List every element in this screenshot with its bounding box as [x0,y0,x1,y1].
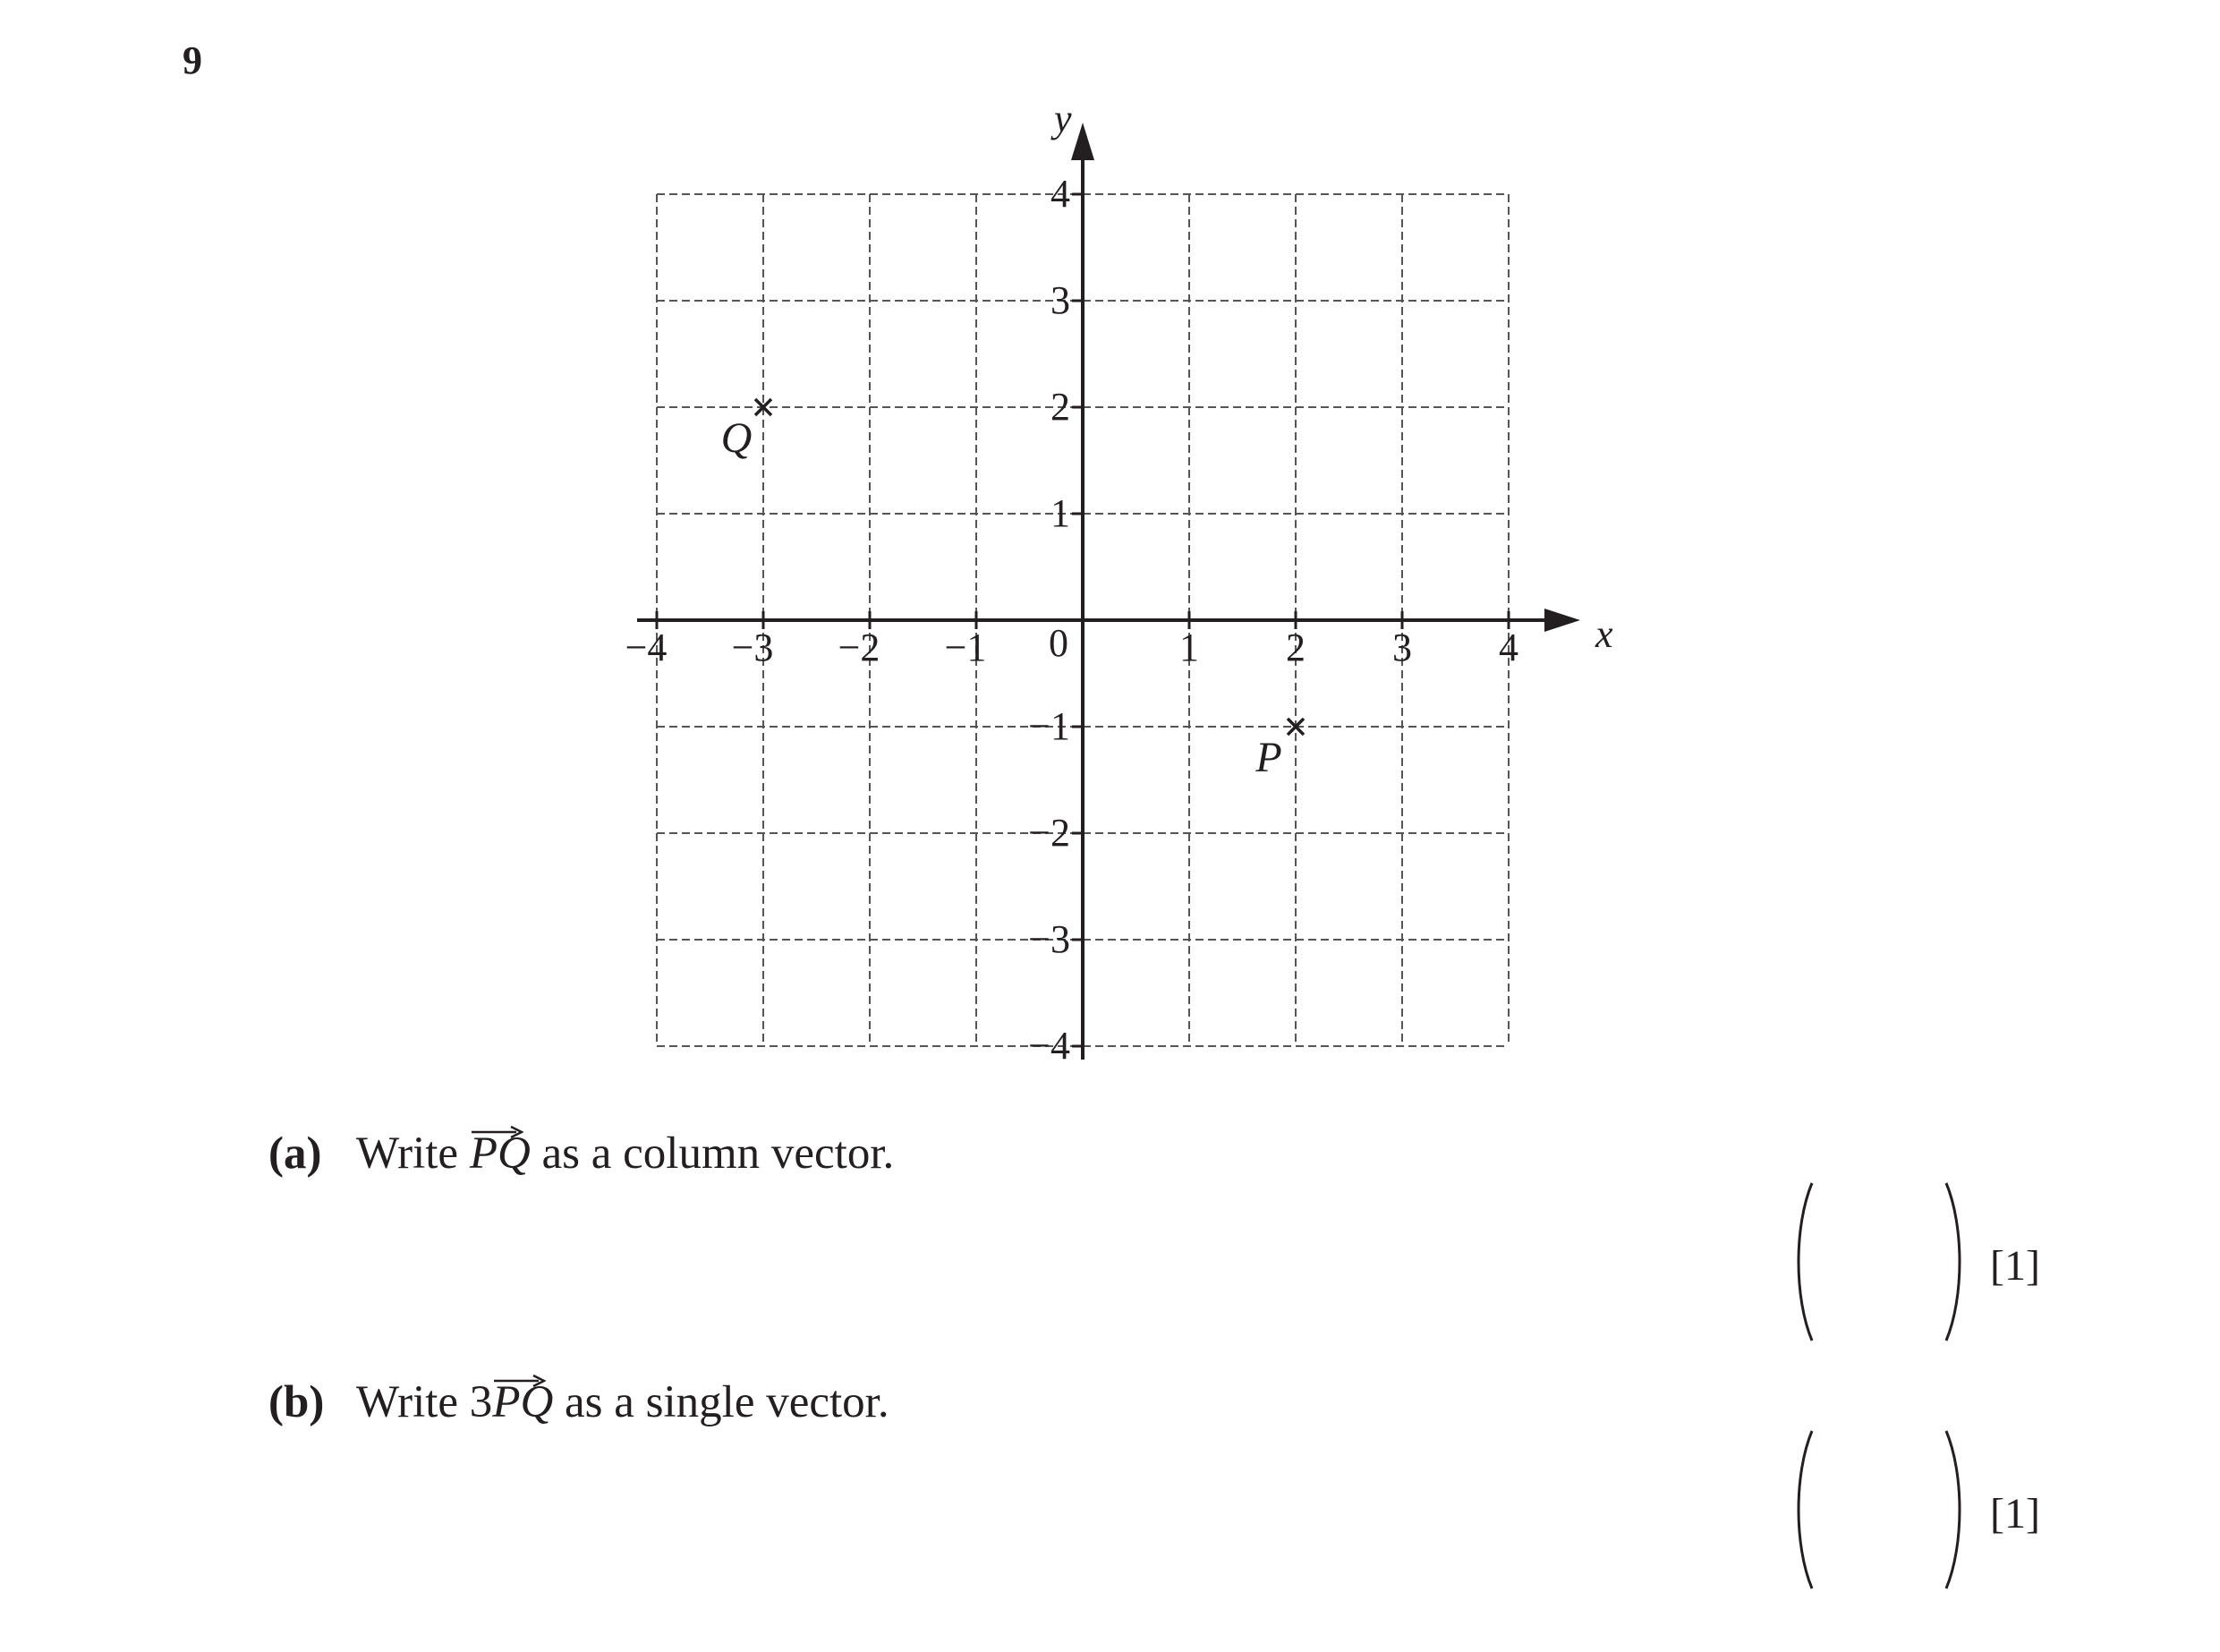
y-tick-label: −4 [1028,1024,1070,1068]
y-tick-label: −3 [1028,917,1070,961]
answer-bracket-a[interactable] [1794,1181,1973,1342]
x-tick-label: −3 [731,626,774,669]
left-parenthesis-icon [1799,1183,1812,1341]
part-b-text-before: Write 3 [356,1377,493,1427]
x-tick-label: 3 [1392,626,1412,669]
vector-pq: PQ [470,1131,531,1177]
part-b-question [268,1377,889,1427]
x-tick-label: 4 [1499,626,1518,669]
right-parenthesis-icon [1946,1431,1960,1588]
origin-label: 0 [1049,621,1068,665]
part-a-text-before: Write [356,1128,459,1179]
left-parenthesis-icon [1799,1431,1812,1588]
x-tick-label: 2 [1286,626,1306,669]
vector-arrow-icon [492,1375,546,1387]
x-tick-label: −2 [838,626,880,669]
point-label: P [1255,734,1282,781]
x-tick-label: 1 [1179,626,1199,669]
point-label: Q [720,414,753,462]
part-b-label: (b) [268,1377,325,1427]
part-a-marks: [1] [1990,1242,2040,1290]
y-tick-label: 2 [1050,385,1070,429]
part-a-text-after: as a column vector. [541,1128,895,1179]
y-tick-label: −1 [1028,704,1070,748]
answer-bracket-b[interactable] [1794,1429,1973,1590]
part-b-text-after: as a single vector. [565,1377,889,1427]
vector-pq: PQ [492,1380,553,1426]
y-tick-label: 3 [1050,278,1070,322]
x-tick-label: −4 [625,626,668,669]
vector-arrow-icon [470,1126,523,1138]
y-tick-label: −2 [1028,811,1070,855]
y-axis-label: y [1054,97,1072,141]
x-tick-label: −1 [944,626,987,669]
question-number: 9 [183,38,202,82]
y-axis-arrow-icon [1071,123,1094,160]
part-b-marks: [1] [1990,1490,2040,1537]
tick-labels [625,97,1613,1068]
part-a-question [268,1128,895,1179]
axes [637,123,1580,1060]
points [721,399,1304,781]
x-axis-label: x [1595,612,1613,656]
y-tick-label: 4 [1050,172,1070,216]
y-tick-label: 1 [1050,491,1070,535]
right-parenthesis-icon [1946,1183,1960,1341]
part-a-label: (a) [268,1128,322,1179]
x-axis-arrow-icon [1544,609,1580,632]
